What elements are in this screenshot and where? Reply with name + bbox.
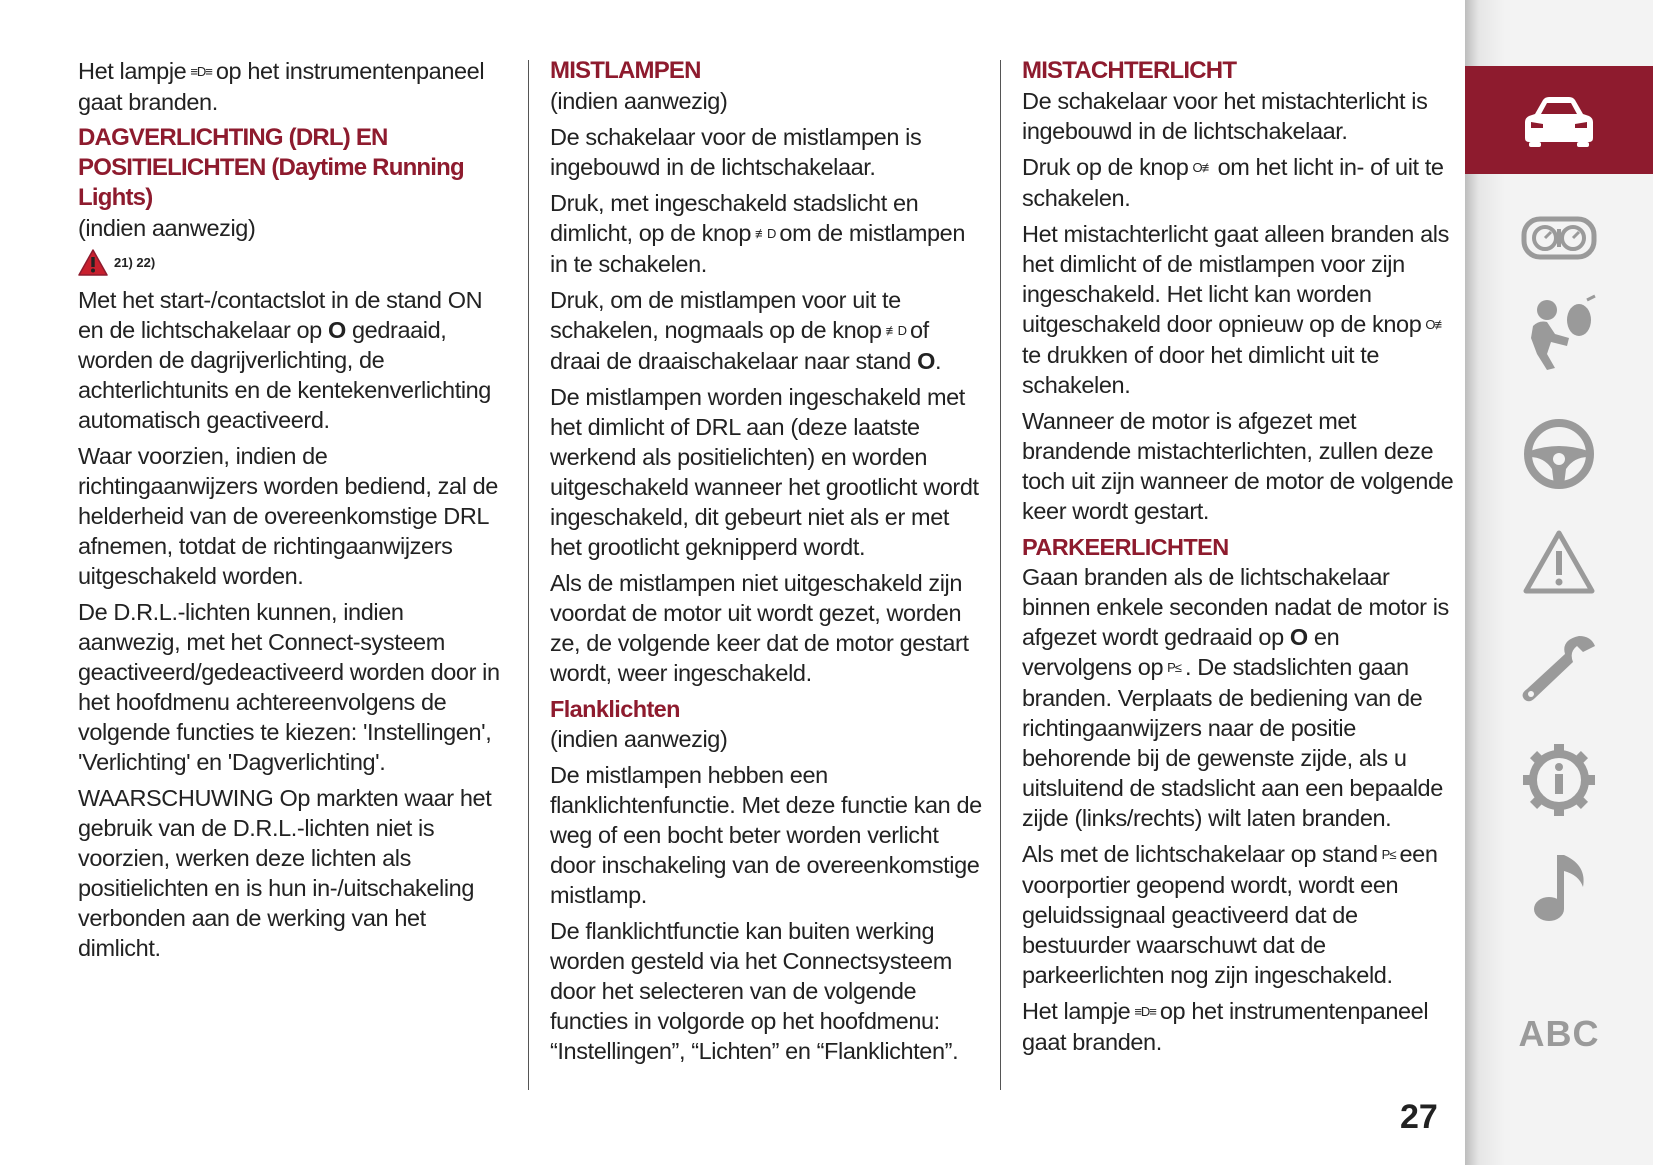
paragraph: Druk op de knop O≢ om het licht in- of uit te schakelen. [1022,154,1444,211]
wrench-icon [1521,632,1597,708]
tab-safety[interactable] [1465,278,1653,386]
subheading-note: (indien aanwezig) [550,88,728,114]
warning-refs: 21) 22) [114,255,156,270]
section-heading-mistlampen: MISTLAMPEN [550,57,701,84]
tab-warning-lights[interactable] [1465,508,1653,616]
parking-light-icon: P≤ [1381,847,1396,862]
paragraph: Waar voorzien, indien de richtingaanwijzers worden bediend, zal de helderheid van de overeenkomstige DRL afnemen, totdat de richtingaanwijzers uitgeschakeld worden. [78,443,498,589]
column-divider [528,60,529,1090]
chapter-sidebar [1465,0,1653,1165]
paragraph: De mistlampen worden ingeschakeld met het dimlicht of DRL aan (deze laatste werkend als positielichten) en worden uitgeschakeld wanneer het grootlicht wordt ingeschakeld, dit gebeurt niet als er met het grootlicht geknipperd wordt. [550,384,979,560]
paragraph: De mistlampen hebben een flanklichtenfunctie. Met deze functie kan de weg of een bocht beter worden verlicht door inschakeling van de overeenkomstige mistlamp. [550,762,982,908]
paragraph: De schakelaar voor het mistachterlicht is ingebouwd in de lichtschakelaar. [1022,88,1428,144]
tab-multimedia[interactable] [1465,834,1653,942]
tab-index[interactable] [1465,980,1653,1088]
section-heading-flanklichten: Flanklichten [550,696,680,722]
paragraph: De D.R.L.-lichten kunnen, indien aanwezig, met het Connect-systeem geactiveerd/gedeactiveerd worden door in het hoofdmenu achtereenvolgens de volgende functies te kiezen: 'Instellingen', 'Verlichting' en 'Dagverlichting'. [78,599,500,775]
warning-reference [78,245,508,281]
steering-wheel-icon [1522,417,1596,491]
warning-triangle-icon [78,249,108,277]
paragraph: Het lampje ≡D≡ op het instrumentenpaneel gaat branden. [1022,998,1429,1055]
fog-lamp-icon: ≢D [885,323,906,338]
paragraph: Gaan branden als de lichtschakelaar binnen enkele seconden nadat de motor is afgezet wordt gedraaid op O en vervolgens op P≤ . De stadslichten gaan branden. Verplaats de bediening van de richtingaanwijzers naar de positie behorende bij de gewenste zijde, als u uitsluitend de stadslicht aan een bepaalde zijde (links/rechts) wilt laten branden. [1022,564,1449,831]
paragraph: Het mistachterlicht gaat alleen branden als het dimlicht of de mistlampen voor zijn ingeschakeld. Het licht kan worden uitgeschakeld door opnieuw op de knop O≢te drukken of door het dimlicht uit te schakelen. [1022,221,1449,398]
section-heading-parkeerlichten: PARKEERLICHTEN [1022,534,1229,560]
rear-fog-lamp-icon: O≢ [1425,317,1447,332]
drl-lamp-icon: ≡D≡ [190,64,212,79]
paragraph: Met het start-/contactslot in de stand ON en de lichtschakelaar op O gedraaid, worden de dagrijverlichting, de achterlichtunits en de kentekenverlichting automatisch geactiveerd. [78,287,491,433]
tab-instruments[interactable] [1465,183,1653,291]
paragraph: Wanneer de motor is afgezet met brandende mistachterlichten, zullen deze toch uit zijn wanneer de motor de volgende keer wordt gestart. [1022,408,1454,524]
section-heading-drl: DAGVERLICHTING (DRL) EN POSITIELICHTEN (Daytime Running Lights) [78,124,464,211]
paragraph: Als met de lichtschakelaar op stand P≤ een voorportier geopend wordt, wordt een geluidssignaal geactiveerd dat de bestuurder waarschuwt dat de parkeerlichten nog zijn ingeschakeld. [1022,841,1438,988]
column-1 [78,56,508,969]
paragraph: WAARSCHUWING Op markten waar het gebruik van de D.R.L.-lichten niet is voorzien, werken deze lichten als positielichten en is hun in-/uitschakeling verbonden aan de werking van het dimlicht. [78,785,492,961]
column-3 [1022,56,1454,1063]
tab-maintenance[interactable] [1465,726,1653,834]
paragraph: Als de mistlampen niet uitgeschakeld zijn voordat de motor uit wordt gezet, worden ze, de volgende keer dat de motor gestart wordt, weer ingeschakeld. [550,570,969,686]
paragraph: Druk, met ingeschakeld stadslicht en dimlicht, op de knop ≢D om de mistlampen in te schakelen. [550,190,965,277]
paragraph: De schakelaar voor de mistlampen is ingebouwd in de lichtschakelaar. [550,124,922,180]
dashboard-icon [1521,211,1597,263]
page-number: 27 [1400,1098,1438,1136]
warning-triangle-icon [1522,529,1596,595]
tab-starting-driving[interactable] [1465,400,1653,508]
abc-index-label: ABC [1518,1013,1600,1054]
subheading-note: (indien aanwezig) [550,726,728,752]
paragraph: Het lampje ≡D≡ op het instrumentenpaneel gaat branden. [78,58,485,115]
tab-emergency[interactable] [1465,616,1653,724]
tab-vehicle[interactable] [1465,66,1653,174]
fog-lamp-icon: ≢D [755,226,776,241]
drl-lamp-icon: ≡D≡ [1134,1004,1156,1019]
paragraph: Druk, om de mistlampen voor uit te schakelen, nogmaals op de knop ≢D of draai de draaischakelaar naar stand O. [550,287,942,374]
paragraph: De flanklichtfunctie kan buiten werking worden gesteld via het Connectsysteem door het selecteren van de volgende functies in volgorde op het hoofdmenu: “Instellingen”, “Lichten” en “Flanklichten”. [550,918,959,1064]
column-divider [1000,60,1001,1090]
car-icon [1521,92,1597,148]
section-heading-mistachterlicht: MISTACHTERLICHT [1022,57,1237,84]
music-note-icon [1529,851,1589,925]
subheading-note: (indien aanwezig) [78,215,256,241]
rear-fog-lamp-icon: O≢ [1192,160,1214,175]
airbag-person-icon [1521,294,1597,370]
gear-info-icon [1521,742,1597,818]
column-2 [550,56,982,1072]
parking-light-icon: P≤ [1167,660,1181,675]
